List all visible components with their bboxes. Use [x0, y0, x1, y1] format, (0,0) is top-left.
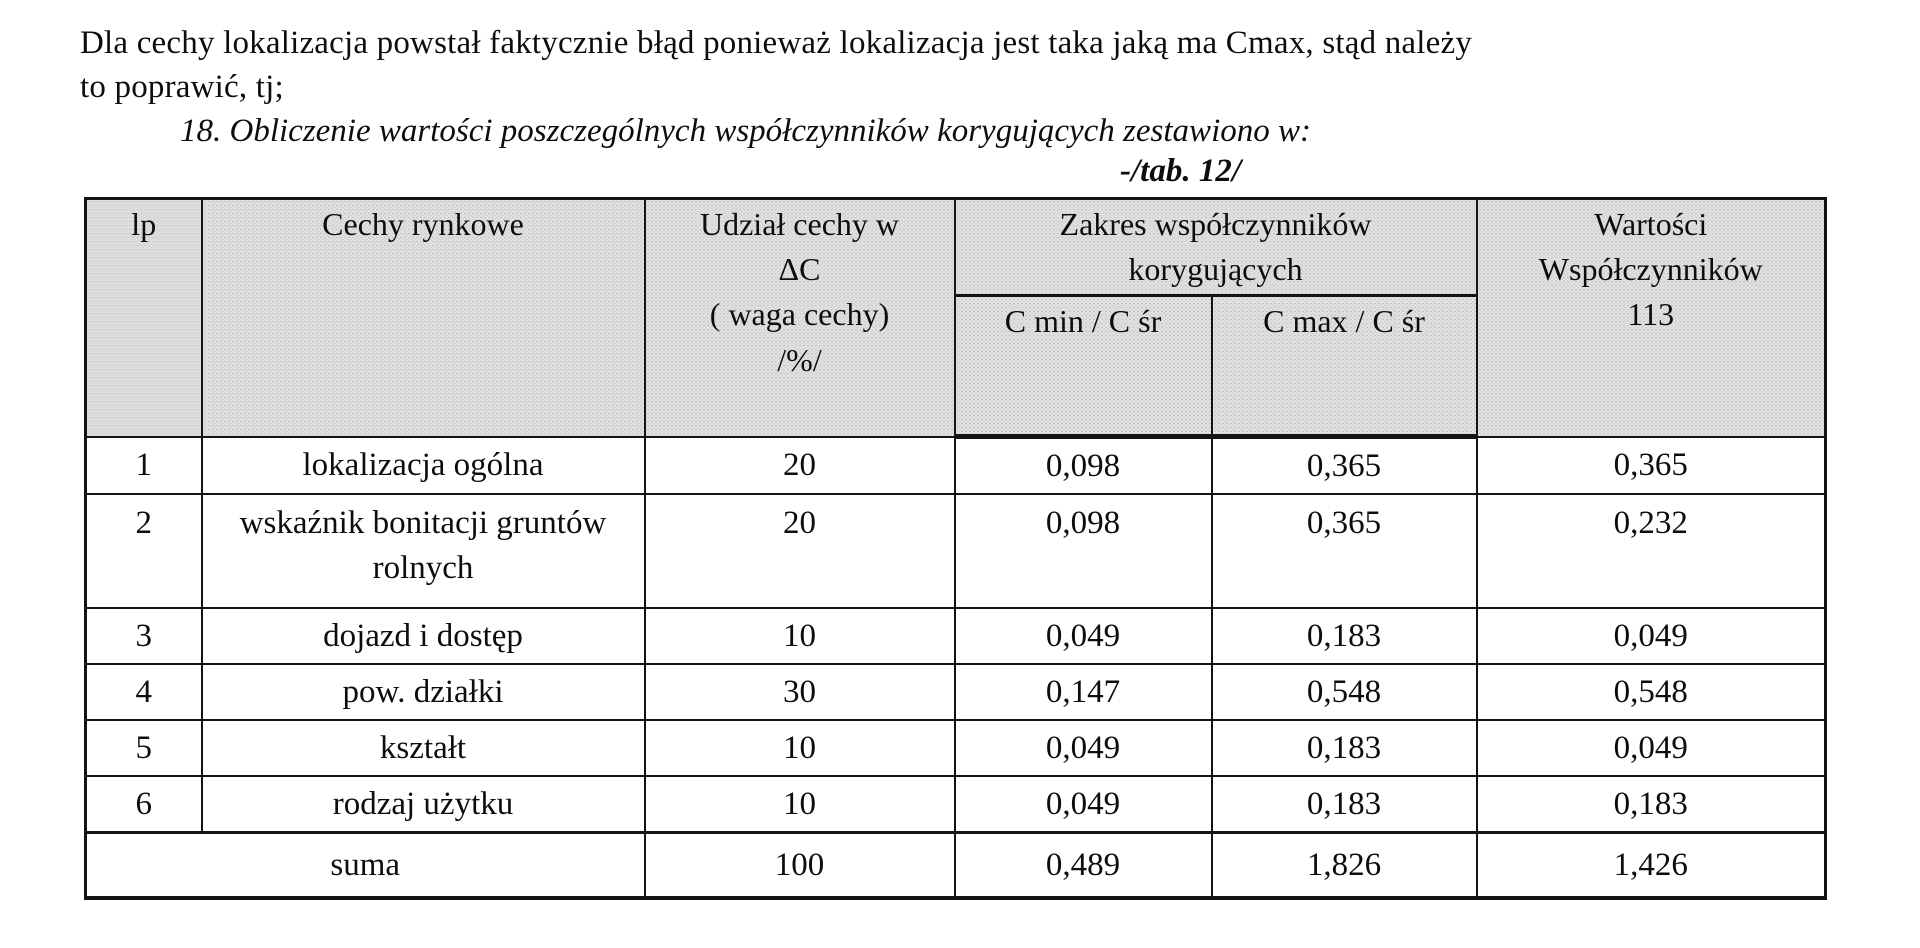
cell-wartosc: 0,049: [1477, 608, 1826, 664]
cell-wartosc: 0,365: [1477, 437, 1826, 495]
cell-lp: 1: [86, 437, 202, 495]
cell-name: rodzaj użytku: [202, 776, 645, 833]
cell-wartosc: 0,049: [1477, 720, 1826, 776]
table-header: [86, 198, 1826, 437]
cell-udzial: 10: [645, 776, 955, 833]
cell-cmax: 0,183: [1212, 720, 1477, 776]
cell-cmin: 0,049: [955, 608, 1212, 664]
table-row: [86, 776, 1826, 833]
cell-udzial: 20: [645, 437, 955, 495]
cell-lp: 6: [86, 776, 202, 833]
header-cmax: C max / C śr: [1212, 296, 1477, 437]
cell-udzial: 10: [645, 720, 955, 776]
cell-name: dojazd i dostęp: [202, 608, 645, 664]
coefficients-table: [84, 197, 1827, 901]
cell-name: lokalizacja ogólna: [202, 437, 645, 495]
table-row: [86, 608, 1826, 664]
cell-udzial: 30: [645, 664, 955, 720]
cell-cmin: 0,049: [955, 776, 1212, 833]
header-udzial-line-4: /%/: [777, 341, 822, 378]
cell-suma-udzial: 100: [645, 833, 955, 899]
cell-cmin: 0,049: [955, 720, 1212, 776]
cell-cmin: 0,098: [955, 437, 1212, 495]
header-zakres-group: [955, 198, 1477, 296]
paragraph-line-2: to poprawić, tj;: [80, 68, 284, 105]
cell-lp: 3: [86, 608, 202, 664]
cell-suma-cmax: 1,826: [1212, 833, 1477, 899]
cell-suma-wartosc: 1,426: [1477, 833, 1826, 899]
numbered-item-18: 18. Obliczenie wartości poszczególnych współczynników korygujących zestawiono w:: [180, 112, 1311, 149]
header-cmin: C min / C śr: [955, 296, 1212, 437]
table-sum-row: [86, 833, 1826, 899]
table-row: [86, 494, 1826, 608]
header-zakres-line-2: korygujących: [1128, 251, 1303, 288]
cell-lp: 2: [86, 494, 202, 608]
header-row-top: [86, 198, 1826, 296]
cell-udzial: 20: [645, 494, 955, 608]
cell-cmax: 0,183: [1212, 608, 1477, 664]
header-udzial-line-1: Udział cechy w: [699, 205, 899, 242]
header-udzial-line-2: ΔC: [778, 251, 821, 288]
cell-lp: 5: [86, 720, 202, 776]
cell-name: kształt: [202, 720, 645, 776]
paragraph-line-1: Dla cechy lokalizacja powstał faktycznie błąd ponieważ lokalizacja jest taka jaką ma Cmax, stąd należy: [80, 25, 1473, 61]
table-row: [86, 664, 1826, 720]
cell-name: wskaźnik bonitacji gruntów rolnych: [202, 494, 645, 608]
cell-cmax: 0,365: [1212, 437, 1477, 495]
cell-udzial: 10: [645, 608, 955, 664]
cell-cmin: 0,147: [955, 664, 1212, 720]
cell-name: pow. działki: [202, 664, 645, 720]
cell-suma-cmin: 0,489: [955, 833, 1212, 899]
table-caption: -/tab. 12/: [1120, 152, 1241, 189]
header-wartosci-line-2: Współczynników: [1538, 251, 1763, 288]
cell-lp: 4: [86, 664, 202, 720]
header-zakres-line-1: Zakres współczynników: [1059, 205, 1372, 242]
header-udzial-line-3: ( waga cechy): [709, 296, 890, 333]
header-lp: lp: [86, 198, 202, 437]
cell-wartosc: 0,183: [1477, 776, 1826, 833]
cell-cmax: 0,365: [1212, 494, 1477, 608]
header-wartosci: [1477, 198, 1826, 437]
header-cechy-rynkowe: Cechy rynkowe: [202, 198, 645, 437]
cell-wartosc: 0,548: [1477, 664, 1826, 720]
table-row: [86, 720, 1826, 776]
cell-wartosc: 0,232: [1477, 494, 1826, 608]
header-wartosci-line-1: Wartości: [1594, 205, 1708, 242]
table-row: [86, 437, 1826, 495]
cell-cmax: 0,548: [1212, 664, 1477, 720]
table-body: [86, 437, 1826, 899]
cell-cmax: 0,183: [1212, 776, 1477, 833]
cell-suma-label: suma: [86, 833, 645, 899]
header-udzial-cechy: [645, 198, 955, 437]
cell-cmin: 0,098: [955, 494, 1212, 608]
header-wartosci-line-3: 113: [1627, 296, 1675, 333]
